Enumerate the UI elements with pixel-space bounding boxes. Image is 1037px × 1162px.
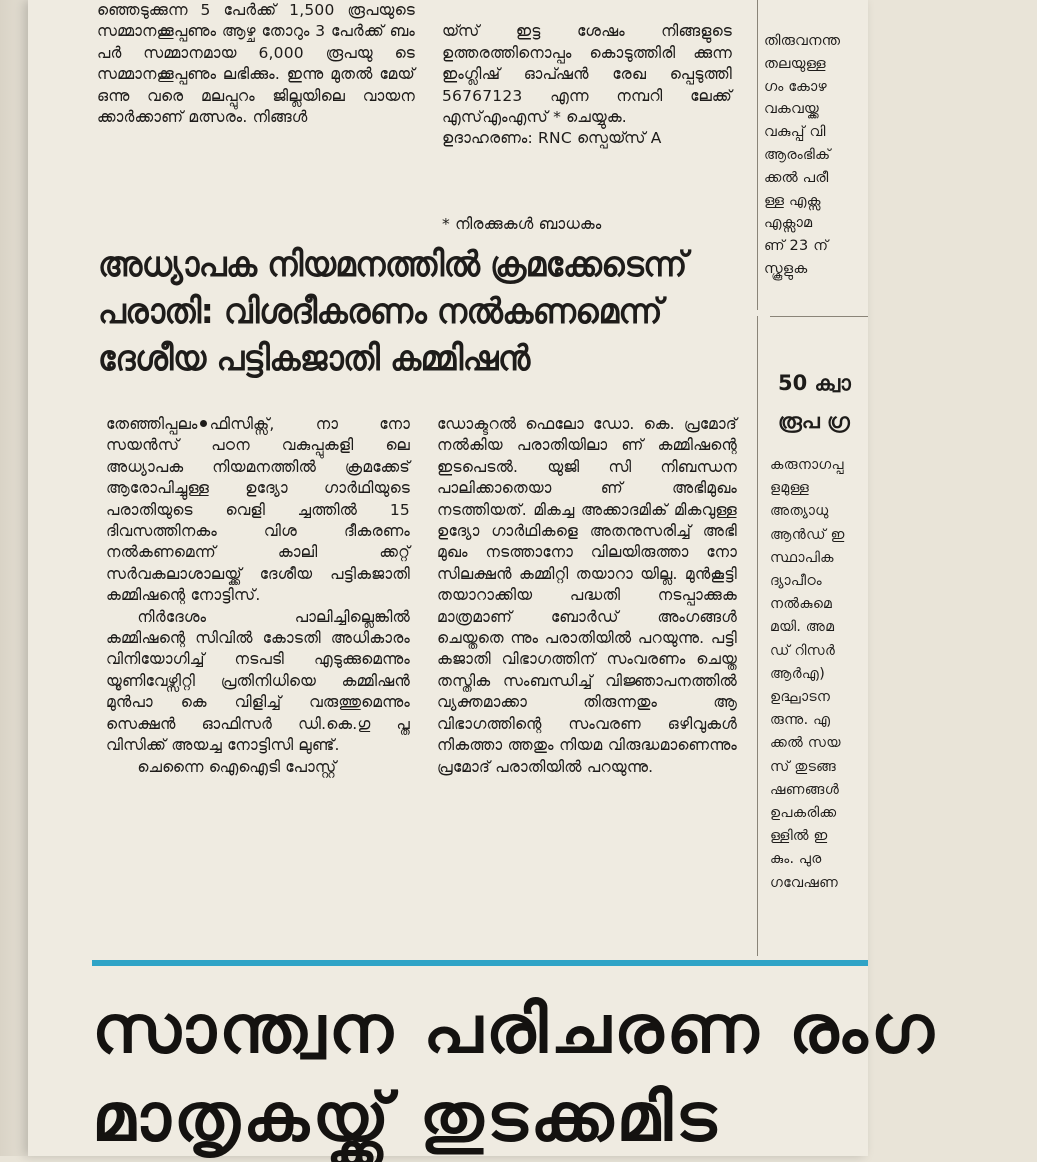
right-column-bottom-text: കരുനാഗപ്പ ളമുള്ള അത്യാധു ആൻഡ് ഇ സ്ഥാപിക ദ്യാപീഠം നൽകുമെ മയി. അമ ഡ് റിസർ ആർഎ) ഉദ്ഘാടന രുന്നു. എ ക്കൽ സയ സ് തുടങ്ങ ഷണങ്ങൾ ഉപകരിക്ക ള്ളിൽ ഇ കും. പുര ഗവേഷണ	[770, 457, 845, 891]
right-column-top-text: തിരുവനന്ത തലയുള്ള ഗം കോഴ വകവയ്ക്ക വകുപ്പ് വി ആരംഭിക് ക്കൽ പരീ ള്ള എക്സ എക്സാമ ണ് 23 ന് സ്കൂളുക	[764, 33, 841, 277]
main-article-right-column: ഡോക്ടറൽ ഫെലോ ഡോ. കെ. പ്രമോദ് നൽകിയ പരാതിയിലാ ണ് കമ്മിഷന്റെ ഇടപെടൽ. യുജി സി നിബന്ധന പാലിക്കാതെയാ ണ് അഭിമുഖം നടത്തിയത്. മികച്ച അക്കാദമിക് മികവുള്ള ഉദ്യോ ഗാർഥികളെ അതനുസരിച്ച് അഭി മുഖം നടത്താനോ വിലയിരുത്താ നോ സിലക്ഷൻ കമ്മിറ്റി തയാറാ യില്ല. മുൻകൂട്ടി തയാറാക്കിയ പദ്ധതി നടപ്പാക്കുക മാത്രമാണ് ബോർഡ് അംഗങ്ങൾ ചെയ്തതെ ന്നും പരാതിയിൽ പറയുന്നു. പട്ടി കജാതി വിഭാഗത്തിന് സംവരണം ചെയ്ത തസ്തിക സംബന്ധിച്ച് വിജ്ഞാപനത്തിൽ വ്യക്തമാക്കാ തിരുന്നതും ആ വിഭാഗത്തിന്റെ സംവരണ ഒഴിവുകൾ നികത്താ ത്തതും നിയമ വിരുദ്ധമാണെന്നും പ്രമോദ് പരാതിയിൽ പറയുന്നു.	[437, 415, 737, 776]
article-paragraph-2: നിർദേശം പാലിച്ചില്ലെങ്കിൽ കമ്മിഷന്റെ സിവിൽ കോടതി അധികാരം വിനിയോഗിച്ച് നടപടി എടുക്കുമെന്നും യൂണിവേഴ്സിറ്റി പ്രതിനിധിയെ കമ്മിഷൻ മുൻപാ കെ വിളിച്ച് വരുത്തുമെന്നും സെക്ഷൻ ഓഫിസർ ഡി.കെ.ഗു പ്ത വിസിക്ക് അയച്ച നോട്ടിസി ലുണ്ട്.	[106, 607, 410, 755]
top-mid-article-text: യ്സ് ഇട്ട ശേഷം നിങ്ങളുടെ ഉത്തരത്തിനൊപ്പം കൊടുത്തിരി ക്കുന്ന ഇംഗ്ലിഷ് ഓപ്ഷൻ രേഖ പ്പെടുത്തി 56767123 എന്ന നമ്പറി ലേക്ക് എസ്എംഎസ് * ചെയ്യുക. ഉദാഹരണം: RNC സ്പെയ്സ് A	[442, 22, 732, 148]
right-article-headline: 50 ക്വാ രൂപ ഗ്ര	[778, 371, 851, 433]
column-divider-right	[757, 316, 758, 956]
main-article-headline: അധ്യാപക നിയമനത്തിൽ ക്രമക്കേടെന്ന് പരാതി: വിശദീകരണം നൽകണമെന്ന് ദേശീയ പട്ടികജാതി കമ്മിഷൻ	[98, 245, 687, 379]
top-left-article-text: ഞ്ഞെടുക്കുന്ന 5 പേർക്ക് 1,500 രൂപയുടെ സമ്മാനക്കൂപ്പണും ആഴ്ച തോറും 3 പേർക്ക് ബം പർ സമ്മാനമായ 6,000 രൂപയു ടെ സമ്മാനക്കൂപ്പണും ലഭിക്കും. ഇന്നു മുതൽ മേയ് ഒന്നു വരെ മലപ്പുറം ജില്ലയിലെ വായന ക്കാർക്കാണ് മത്സരം. നിങ്ങൾ	[97, 1, 415, 127]
section-divider-blue	[92, 960, 868, 966]
main-article-left-column	[106, 414, 410, 914]
top-mid-article	[442, 0, 732, 234]
bottom-article-headline: സാന്ത്വന പരിചരണ രംഗ മാതൃകയ്ക്ക് തുടക്കമിട	[92, 991, 937, 1156]
article-dateline: തേഞ്ഞിപ്പലം	[106, 415, 198, 433]
right-section-divider	[770, 316, 868, 317]
column-divider	[757, 0, 758, 310]
top-mid-footnote: * നിരക്കുകൾ ബാധകം	[442, 215, 602, 234]
article-paragraph-3: ചെന്നൈ ഐഐടി പോസ്റ്റ്	[137, 757, 337, 776]
page-edge-shadow	[0, 0, 28, 1156]
article-paragraph-1: ഫിസിക്സ്, നാ നോ സയൻസ് പഠന വകുപ്പുകളി ലെ അധ്യാപക നിയമനത്തിൽ ക്രമക്കേട് ആരോപിച്ചുള്ള ഉദ്യോ ഗാർഥിയുടെ പരാതിയുടെ വെളി ച്ചത്തിൽ 15 ദിവസത്തിനകം വിശ ദീകരണം നൽകണമെന്ന് കാലി ക്കറ്റ് സർവകലാശാലയ്ക്ക് ദേശീയ പട്ടികജാതി കമ്മിഷന്റെ നോട്ടിസ്.	[106, 415, 410, 605]
dateline-bullet-icon	[200, 420, 207, 427]
